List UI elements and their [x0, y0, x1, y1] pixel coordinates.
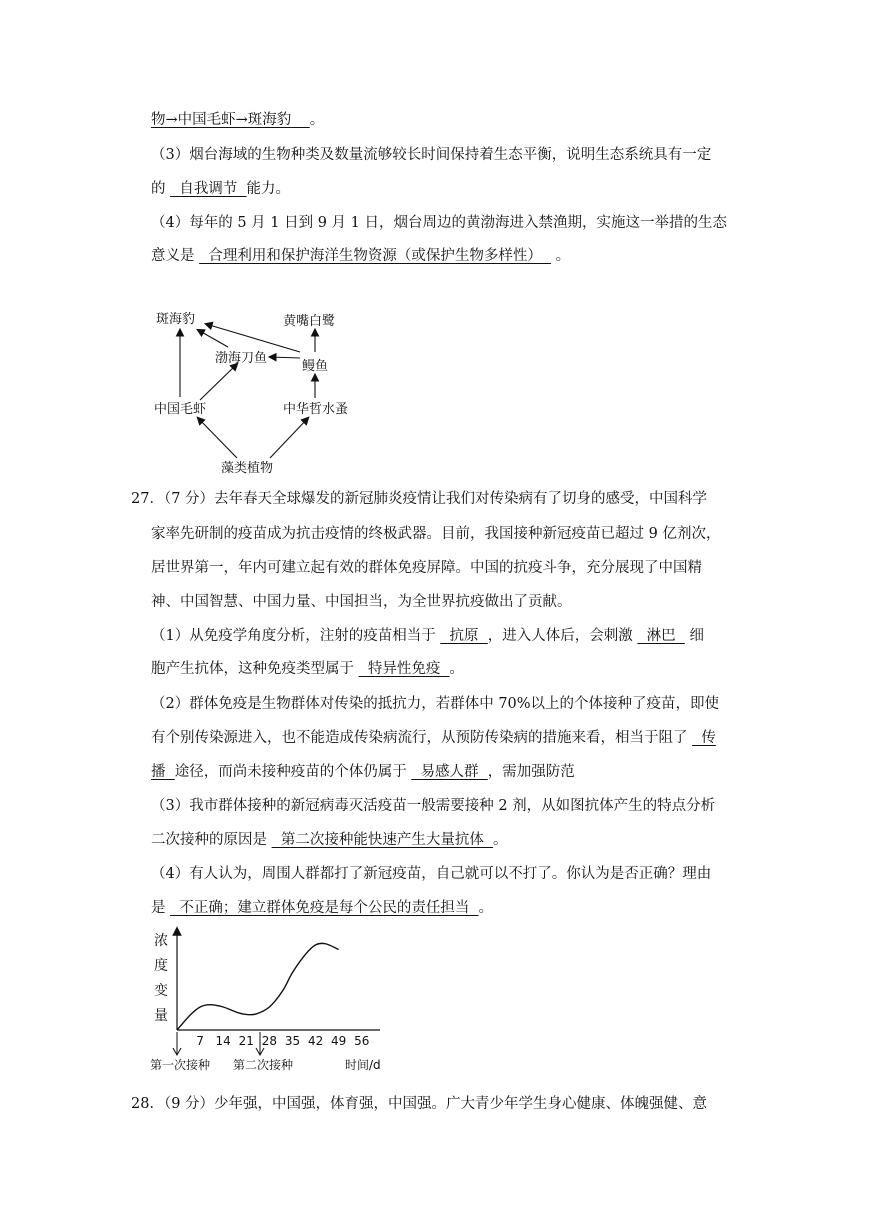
- q27-3-line1: （3）我市群体接种的新冠病毒灭活疫苗一般需要接种 2 剂，从如图抗体产生的特点分析: [151, 798, 716, 814]
- arrow-eel-anchovy: [270, 357, 300, 358]
- x-tick-label: 49: [331, 1034, 347, 1048]
- answer-not-correct: 不正确；建立群体免疫是每个公民的责任担当: [170, 900, 479, 916]
- y-axis-label-char: 浓: [154, 933, 168, 949]
- q27-4-line1: （4）有人认为，周围人群都打了新冠疫苗，自己就可以不打了。你认为是否正确？理由: [151, 866, 712, 882]
- y-axis-label: [154, 933, 168, 1024]
- x-tick-label: 7: [196, 1034, 204, 1048]
- node-shrimp: 中国毛虾: [154, 402, 207, 417]
- answer-food-chain: 物→中国毛虾→斑海豹: [151, 112, 292, 128]
- q27-stem-line1: 27．（7 分）去年春天全球爆发的新冠肺炎疫情让我们对传染病有了切身的感受，中国科学: [131, 491, 708, 507]
- q28-stem-line1: 28．（9 分）少年强，中国强，体育强，中国强。广大青少年学生身心健康、体魄强健、意: [131, 1096, 708, 1112]
- annotation-second-dose: 第二次接种: [233, 1058, 294, 1072]
- q27-1-line2: 胞产生抗体，这种免疫类型属于 特异性免疫 。: [151, 661, 465, 677]
- x-tick-label: 56: [354, 1034, 370, 1048]
- answer-ecological-significance: 合理利用和保护海洋生物资源（或保护生物多样性）: [199, 248, 552, 264]
- arrow-algae-shrimp: [198, 418, 237, 458]
- x-tick-label: 28: [261, 1034, 278, 1048]
- answer-specific-immunity: 特异性免疫: [358, 661, 450, 677]
- y-axis-label-char: 度: [154, 958, 168, 974]
- food-web-diagram: [140, 300, 380, 480]
- q27-2-line1: （2）群体免疫是生物群体对传染的抵抗力，若群体中 70%以上的个体接种了疫苗，即使: [151, 696, 720, 712]
- y-axis-label-char: 变: [154, 983, 168, 999]
- x-tick-label: 21: [238, 1034, 254, 1048]
- answer-self-regulation: 自我调节: [170, 181, 247, 197]
- q27-4-line2: 是 不正确；建立群体免疫是每个公民的责任担当 。: [151, 900, 494, 916]
- node-egret: 黄嘴白鹭: [283, 314, 336, 329]
- x-tick-label: 35: [284, 1034, 301, 1048]
- q27-1-line1: （1）从免疫学角度分析，注射的疫苗相当于 抗原 ，进入人体后，会刺激 淋巴 细: [151, 628, 704, 644]
- question-4-line2: 意义是 合理利用和保护海洋生物资源（或保护生物多样性） 。: [151, 248, 571, 264]
- q27-2-line2: 有个别传染源进入，也不能造成传染病流行，从预防传染病的措施来看，相当于阻了 传: [151, 730, 716, 746]
- q27-2-line3: 播 途径，而尚未接种疫苗的个体仍属于 易感人群 ，需加强防范: [151, 764, 575, 780]
- x-tick-label: 14: [215, 1034, 231, 1048]
- arrow-shrimp-anchovy: [200, 364, 237, 400]
- answer-susceptible: 易感人群: [411, 764, 488, 780]
- answer-transmission-part1: 传: [692, 730, 716, 746]
- q27-stem-line4: 神、中国智慧、中国力量、中国担当，为全世界抗疫做出了贡献。: [151, 594, 572, 610]
- q27-3-line2: 二次接种的原因是 第二次接种能快速产生大量抗体 。: [151, 832, 508, 848]
- node-eel: 鳗鱼: [302, 359, 329, 374]
- answer-transmission-part2: 播: [151, 764, 175, 780]
- node-algae: 藻类植物: [221, 461, 274, 476]
- node-anchovy: 渤海刀鱼: [215, 351, 268, 366]
- answer-second-dose-reason: 第二次接种能快速产生大量抗体: [271, 832, 494, 848]
- x-tick-label: 42: [307, 1034, 324, 1048]
- antibody-concentration-chart: [140, 925, 400, 1075]
- line-food-chain-end: 物→中国毛虾→斑海豹 。: [151, 112, 325, 128]
- q27-stem-line3: 居世界第一，年内可建立起有效的群体免疫屏障。中国的抗疫斗争，充分展现了中国精: [151, 560, 702, 576]
- annotation-first-dose: 第一次接种: [150, 1058, 211, 1072]
- x-axis-label: 时间/d: [345, 1058, 381, 1072]
- answer-antigen: 抗原: [440, 628, 488, 644]
- question-3-line2: 的 自我调节 能力。: [151, 181, 291, 197]
- question-3-line1: （3）烟台海域的生物种类及数量流够较长时间保持着生态平衡，说明生态系统具有一定: [151, 147, 712, 163]
- series-line-antibody: [177, 943, 339, 1030]
- node-flea: 中华哲水蚤: [283, 402, 349, 417]
- y-axis-label-char: 量: [154, 1008, 168, 1024]
- question-4-line1: （4）每年的 5 月 1 日到 9 月 1 日，烟台周边的黄渤海进入禁渔期，实施这一举措的生态: [151, 215, 727, 231]
- q27-stem-line2: 家率先研制的疫苗成为抗击疫情的终极武器。目前，我国接种新冠疫苗已超过 9 亿剂次，: [151, 526, 721, 542]
- arrow-anchovy-seal: [198, 330, 228, 347]
- answer-lymph: 淋巴: [637, 628, 685, 644]
- node-seal: 斑海豹: [156, 312, 196, 327]
- arrow-algae-flea: [270, 418, 308, 458]
